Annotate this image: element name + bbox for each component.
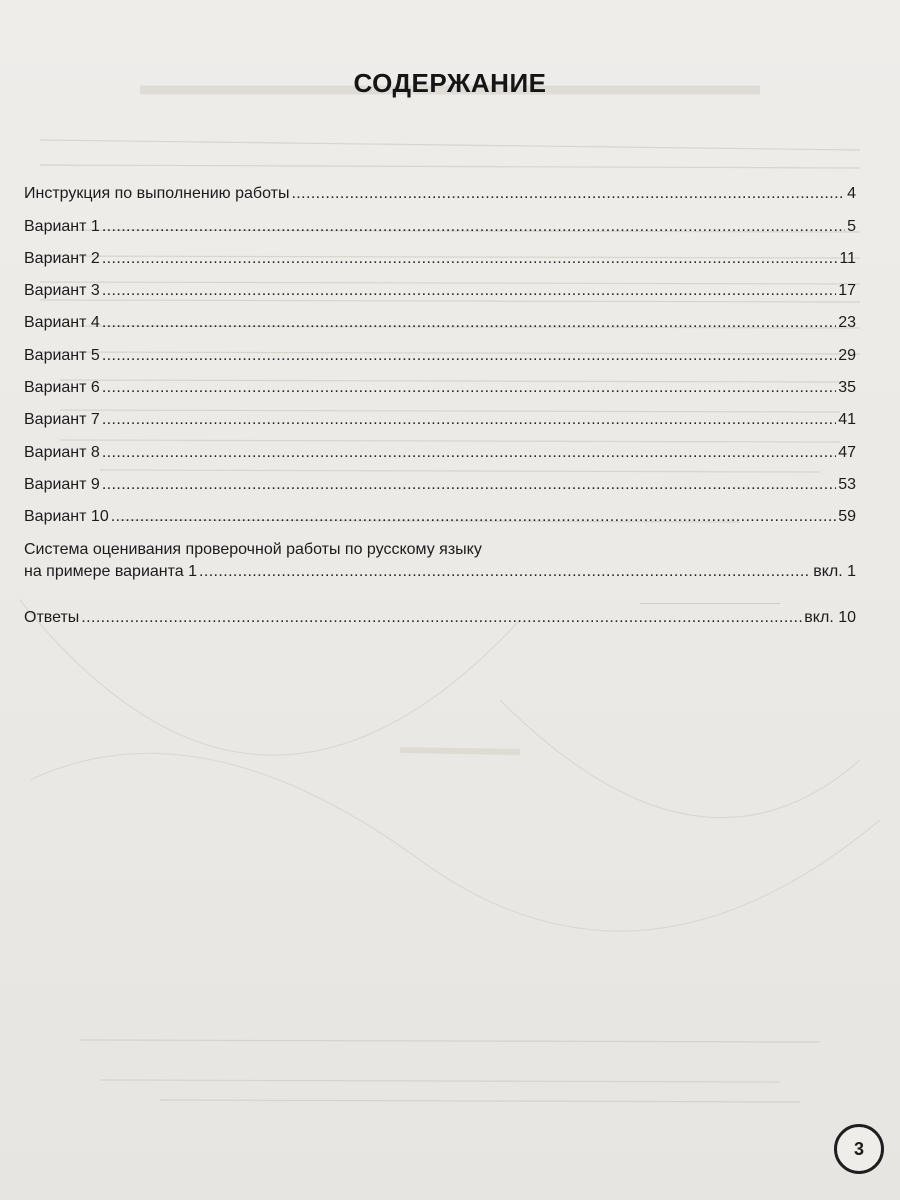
toc-entry-page: 23	[838, 314, 856, 332]
toc-entry-label: Вариант 10	[24, 508, 109, 526]
toc-entry-page: 29	[838, 346, 856, 364]
dot-leader	[102, 313, 836, 333]
dot-leader	[102, 217, 845, 237]
toc-entry-page: вкл. 1	[813, 563, 856, 581]
dot-leader	[81, 608, 802, 628]
toc-entry-page: 59	[838, 508, 856, 526]
toc-entry-variant-10[interactable]	[24, 495, 856, 527]
toc-entry-variant-1[interactable]	[24, 204, 856, 236]
table-of-contents	[24, 172, 856, 628]
dot-leader	[199, 563, 811, 583]
toc-entry-label: Вариант 1	[24, 217, 100, 235]
toc-entry-variant-8[interactable]	[24, 430, 856, 462]
dot-leader	[102, 475, 836, 495]
toc-entry-variant-4[interactable]	[24, 301, 856, 333]
toc-entry-page: 11	[839, 249, 856, 267]
toc-entry-label: Вариант 2	[24, 249, 100, 267]
toc-entry-label: Вариант 4	[24, 314, 100, 332]
toc-entry-label: Вариант 5	[24, 346, 100, 364]
page-title: СОДЕРЖАНИЕ	[353, 68, 547, 98]
toc-entry-label: Вариант 8	[24, 443, 100, 461]
dot-leader	[291, 184, 845, 204]
toc-entry-variant-2[interactable]	[24, 237, 856, 269]
toc-entry-label: Вариант 3	[24, 282, 100, 300]
dot-leader	[102, 346, 836, 366]
toc-entry-variant-7[interactable]	[24, 398, 856, 430]
dot-leader	[102, 249, 838, 269]
toc-entry-page: 41	[838, 411, 856, 429]
dot-leader	[102, 410, 836, 430]
toc-entry-page: 5	[847, 217, 856, 235]
toc-entry-page: 17	[838, 282, 856, 300]
toc-entry-label: Инструкция по выполнению работы	[24, 185, 290, 203]
divider	[640, 603, 780, 604]
toc-entry-label: Система оценивания проверочной работы по русскому языку	[24, 541, 482, 559]
toc-entry-label: Вариант 7	[24, 411, 100, 429]
toc-entry-label: Вариант 6	[24, 379, 100, 397]
toc-entry-variant-6[interactable]	[24, 366, 856, 398]
toc-entry-instruction[interactable]	[24, 172, 856, 204]
page-number-badge	[834, 1124, 884, 1174]
toc-entry-label-continued: на примере варианта 1	[24, 563, 197, 581]
toc-entry-variant-3[interactable]	[24, 269, 856, 301]
toc-entry-assessment[interactable]	[24, 539, 856, 583]
dot-leader	[102, 443, 836, 463]
toc-entry-page: 53	[838, 475, 856, 493]
toc-entry-page: 47	[838, 443, 856, 461]
toc-entry-variant-9[interactable]	[24, 463, 856, 495]
dot-leader	[111, 507, 836, 527]
toc-entry-label: Ответы	[24, 608, 80, 626]
toc-entry-page: 35	[838, 379, 856, 397]
dot-leader	[102, 281, 836, 301]
toc-entry-answers[interactable]	[24, 595, 856, 627]
toc-entry-page: 4	[847, 185, 856, 203]
toc-entry-label: Вариант 9	[24, 475, 100, 493]
toc-entry-page: вкл. 10	[804, 608, 856, 626]
page-number: 3	[853, 1138, 864, 1159]
toc-entry-variant-5[interactable]	[24, 333, 856, 365]
dot-leader	[102, 378, 836, 398]
